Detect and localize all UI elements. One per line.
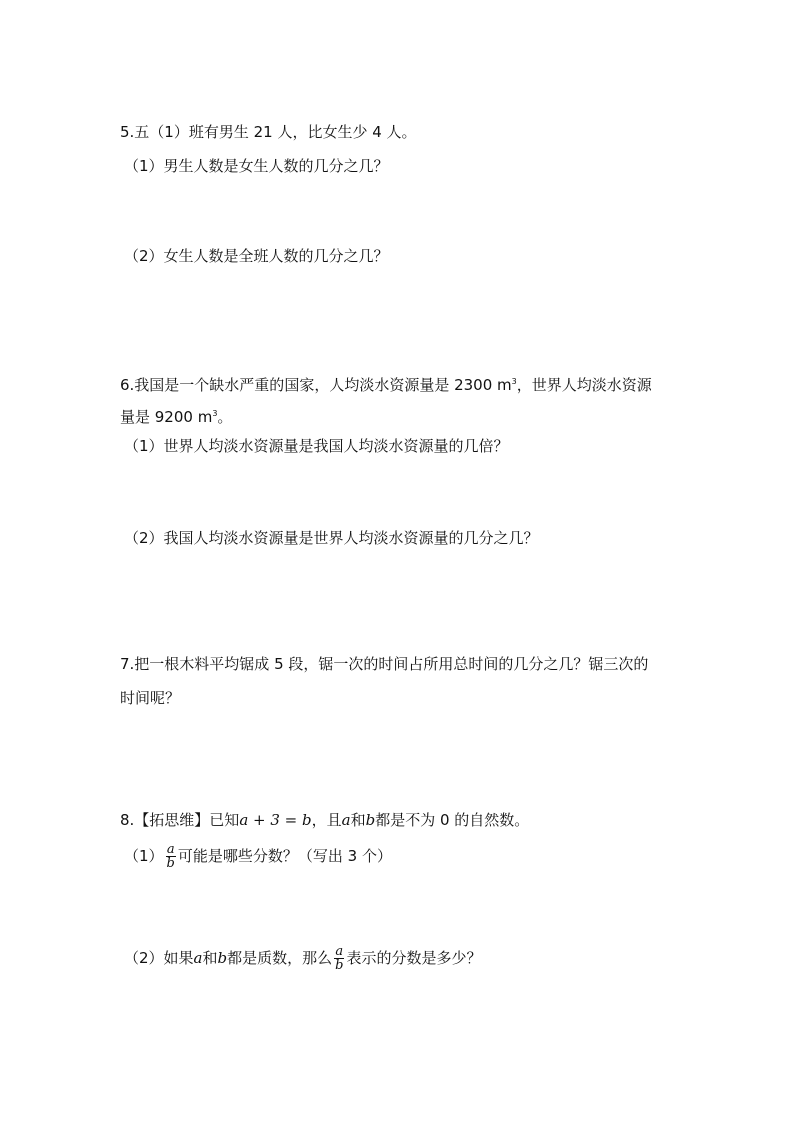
variable-a: a: [193, 949, 203, 967]
fraction-a-over-b: [334, 945, 344, 972]
problem-8-text-d: 都是不为 0 的自然数。: [375, 811, 530, 829]
fraction-a-over-b: [166, 843, 176, 870]
problem-8-text-c: 和: [350, 811, 366, 829]
problem-8-stem: [120, 809, 529, 831]
problem-8-sub-2: [124, 945, 481, 972]
problem-6-text-d: 。: [217, 408, 233, 426]
problem-6-sub-1: （1）世界人均淡水资源量是我国人均淡水资源量的几倍？: [124, 437, 509, 455]
fraction-denominator: b: [166, 856, 175, 871]
problem-6-text-c: 量是 9200 m: [120, 408, 213, 426]
problem-5-sub-1: （1）男生人数是女生人数的几分之几？: [124, 157, 389, 175]
unit-superscript: 3: [212, 409, 218, 418]
problem-8-text-a: 8.【拓思维】已知: [120, 811, 240, 829]
fraction-numerator: a: [166, 842, 175, 857]
unit-superscript: 3: [511, 377, 517, 386]
equation: a + 3 = b: [239, 811, 312, 829]
problem-8-sub-2-text-b: 都是质数，那么: [227, 949, 333, 967]
variable-b: b: [365, 811, 376, 829]
problem-8-sub-1: [124, 843, 392, 870]
problem-6-sub-2: （2）我国人均淡水资源量是世界人均淡水资源量的几分之几？: [124, 529, 539, 547]
problem-8-sub-2-text-a: 和: [202, 949, 218, 967]
problem-6-text-b: ，世界人均淡水资源: [516, 376, 652, 394]
problem-6-text-a: 6.我国是一个缺水严重的国家，人均淡水资源量是 2300 m: [120, 376, 512, 394]
problem-8-sub-2-prefix: （2）如果: [124, 949, 194, 967]
fraction-denominator: b: [335, 958, 344, 973]
problem-6-stem-line-2: [120, 403, 232, 428]
problem-8-sub-2-text-c: 表示的分数是多少？: [346, 949, 482, 967]
problem-8-text-b: ，且: [311, 811, 342, 829]
problem-8-sub-1-prefix: （1）: [124, 847, 164, 865]
problem-7-stem-line-1: 7.把一根木料平均锯成 5 段，锯一次的时间占所用总时间的几分之几？锯三次的: [120, 655, 649, 673]
problem-8-sub-1-text: 可能是哪些分数？（写出 3 个）: [177, 847, 392, 865]
problem-6-stem-line-1: [120, 371, 652, 396]
fraction-numerator: a: [335, 944, 344, 959]
variable-a: a: [341, 811, 351, 829]
problem-7-stem-line-2: 时间呢？: [120, 689, 181, 707]
variable-b: b: [217, 949, 228, 967]
problem-5-stem: 5.五（1）班有男生 21 人，比女生少 4 人。: [120, 123, 417, 141]
problem-5-sub-2: （2）女生人数是全班人数的几分之几？: [124, 247, 389, 265]
